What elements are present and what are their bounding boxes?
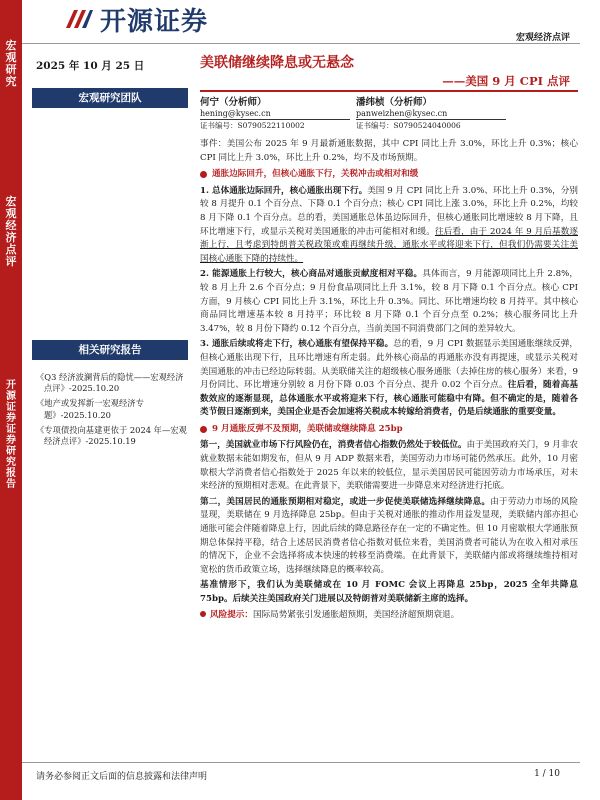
risk-text: 国际局势紧张引发通胀超预期，美国经济超预期衰退。 <box>252 609 460 620</box>
event-paragraph: 事件：美国公布 2025 年 9 月最新通胀数据，其中 CPI 同比上升 3.0%，环比上升 0.3%；核心 CPI 同比上升 3.0%，环比上升 0.2%，均不及市场预期。 <box>200 139 578 163</box>
analyst-card <box>200 97 350 131</box>
section-heading <box>200 423 578 437</box>
sidebar-bottom-text: 开源证券 证券研究报告 <box>6 380 16 490</box>
related-reports <box>36 372 188 451</box>
header-divider <box>22 43 580 44</box>
analyst-name: 潘纬桢（分析师） <box>356 97 433 108</box>
footer-divider <box>22 762 580 763</box>
page-title: 美联储继续降息或无悬念 <box>200 55 354 71</box>
related-report-link[interactable]: 《专项债投向基建更依于 2024 年—宏观经济点评》-2025.10.19 <box>36 424 187 447</box>
risk-paragraph <box>200 609 578 623</box>
logo-icon <box>64 6 94 32</box>
paragraph-lead: 第二，美国居民的通胀预期相对稳定，或进一步促使美联储选择继续降息。 <box>200 496 491 507</box>
section-heading-text: 通胀边际回升，但核心通胀下行，关税冲击或相对和缓 <box>212 169 419 180</box>
paragraph-lead: 3. 通胀后续或将走下行，核心通胀有望保持平稳。 <box>200 339 394 350</box>
analyst-email[interactable]: hening@kysec.cn <box>200 109 271 118</box>
paragraph-text: 美国 9 月 CPI 同比上升 3.0%、环比上升 0.3%，分别较 8 月提升 0.1 个百分点、下降 0.1 个百分点；核心 CPI 同比上涨 3.0%，环比上升 0.2%，均较 8 月下降 0.1 个百分点。总的看，美国通胀总体虽边际回升，但核心通胀同比增速较 8 月下降，且环比增速下行，或显示关税对美国通胀的冲击可能相对和缓。 <box>200 185 578 237</box>
analyst-cert: 证书编号：S0790524040006 <box>356 119 506 131</box>
risk-label: 风险提示： <box>210 609 253 620</box>
analyst-email[interactable]: panweizhen@kysec.cn <box>356 109 448 118</box>
paragraph-lead: 1. 总体通胀边际回升，核心通胀出现下行。 <box>200 185 368 196</box>
paragraph-lead: 第一，美国就业市场下行风险仍在，消费者信心指数仍然处于较低位。 <box>200 440 467 451</box>
sidebar-top-text: 宏观研究 <box>5 39 17 88</box>
main-body <box>200 138 578 624</box>
page-subtitle: ——美国 9 月 CPI 点评 <box>442 74 570 88</box>
left-sidebar <box>0 0 22 800</box>
footer-disclaimer: 请务必参阅正文后面的信息披露和法律声明 <box>36 772 208 782</box>
bullet-icon <box>200 426 207 433</box>
section-heading-text: 9 月通胀反弹不及预期，美联储或继续降息 25bp <box>212 423 403 434</box>
paragraph <box>200 268 578 336</box>
report-type: 宏观经济点评 <box>515 33 570 43</box>
page-header <box>22 0 600 44</box>
paragraph-text: 具体而言，9 月能源项同比上升 2.8%，较 8 月上升 2.6 个百分点；9 月份食品项同比上升 3.1%，较 8 月下降 0.1 个百分点。核心 CPI 方面，9 月核心 CPI 同比上升 3.1%，环比上升 0.3%。同比、环比增速均较 8 月持平。其中核心商品同比增速基本较 8 月持平；环比较 8 月下降 0.1 个百分点至 0.2%；核心服务同比上升 3.47%，较 8 月份下降约 0.12 个百分点，当前美国不同消费部门之间的差异较大。 <box>200 269 579 334</box>
section-heading <box>200 168 578 182</box>
report-date: 2025 年 10 月 25 日 <box>36 60 145 72</box>
paragraph-tail: 往后看，随着高基数效应的逐渐显现，总体通胀水平或将迎来下行，核心通胀可能稳中有降。但不确定的是，随着各类节假日逐渐到来，美国企业是否会加速将关税成本转嫁给消费者，仍是后续通胀的重要变量。 <box>200 380 578 418</box>
logo-text: 开源证券 <box>100 6 209 37</box>
conclusion-paragraph: 基准情形下，我们认为美联储或在 10 月 FOMC 会议上再降息 25bp，2025 全年共降息 75bp。后续关注美国政府关门进展以及特朗普对美联储新主席的选择。 <box>200 580 578 604</box>
paragraph-text: 由于美国政府关门，9 月非农就业数据未能如期发布，但从 9 月 ADP 数据来看，美国劳动力市场可能仍然承压。此外，10 月密歇根大学消费者信心指数处于 2025 年以来的较低位，显示美国居民可能因劳动力市场承压，对未来经济的预期相对悲观。在此背景下，美联储需要进一步降息来对经济进行托底。 <box>200 440 578 492</box>
company-logo <box>64 4 209 37</box>
related-report-link[interactable]: 《地产或发挥新一宏观经济专题》-2025.10.20 <box>36 398 144 420</box>
paragraph <box>200 185 578 267</box>
paragraph-tail: 往后看，由于 2024 年 9 月后基数逐渐上行，且考虑到特朗普关税政策或难再继续升级，通胀水平或将迎来下行，但我们仍需要关注美国核心通胀下降的持续性。 <box>200 226 578 264</box>
analyst-cert: 证书编号：S0790522110002 <box>200 119 350 131</box>
sidebar-mid-text: 宏观经济点评 <box>5 195 17 268</box>
paragraph-text: 由于劳动力市场的风险显现，美联储在 9 月选择降息 25bp。但由于关税对通胀的推动作用益发显现，美联储内部亦担心通胀可能会伴随着降息上行，因此后续的降息路径存在一定的不确定性。但 10 月密歇根大学通胀预期总体保持平稳，结合上述居民消费者信心指数对低位来看，美国消费者可能认为在收入相对承压的情况下，企业不会选择将成本快速的转移至消费端。在此背景下，美联储内部或将继续维持相对宽松的货币政策立场，选择继续降息的概率较高。 <box>200 496 578 575</box>
paragraph <box>200 439 578 493</box>
analyst-card <box>356 97 506 131</box>
paragraph-lead: 2. 能源通胀上行较大，核心商品对通胀贡献度相对平稳。 <box>200 269 423 280</box>
paragraph <box>200 338 578 420</box>
paragraph-text: 总的看，9 月 CPI 数据显示美国通胀继续反弹，但核心通胀出现下行，且环比增速有所走弱。此外核心商品的再通胀亦没有再提速，或显示关税对美国通胀的冲击已经边际转弱。从美联储关注的超级核心服务通胀（去掉住房的核心服务）来看，9 月份同比、环比增速分别较 8 月份下降 0.03 个百分点、提升 0.02 个百分点。 <box>200 339 578 391</box>
related-label: 相关研究报告 <box>32 340 188 360</box>
bullet-icon <box>200 171 207 178</box>
page-number: 1 / 10 <box>534 769 560 779</box>
title-divider <box>200 90 578 92</box>
analyst-name: 何宁（分析师） <box>200 97 267 108</box>
related-report-link[interactable]: 《Q3 经济波澜背后的隐忧——宏观经济点评》-2025.10.20 <box>36 372 184 394</box>
bullet-icon <box>200 611 206 617</box>
team-label: 宏观研究团队 <box>32 88 188 108</box>
paragraph <box>200 496 578 578</box>
